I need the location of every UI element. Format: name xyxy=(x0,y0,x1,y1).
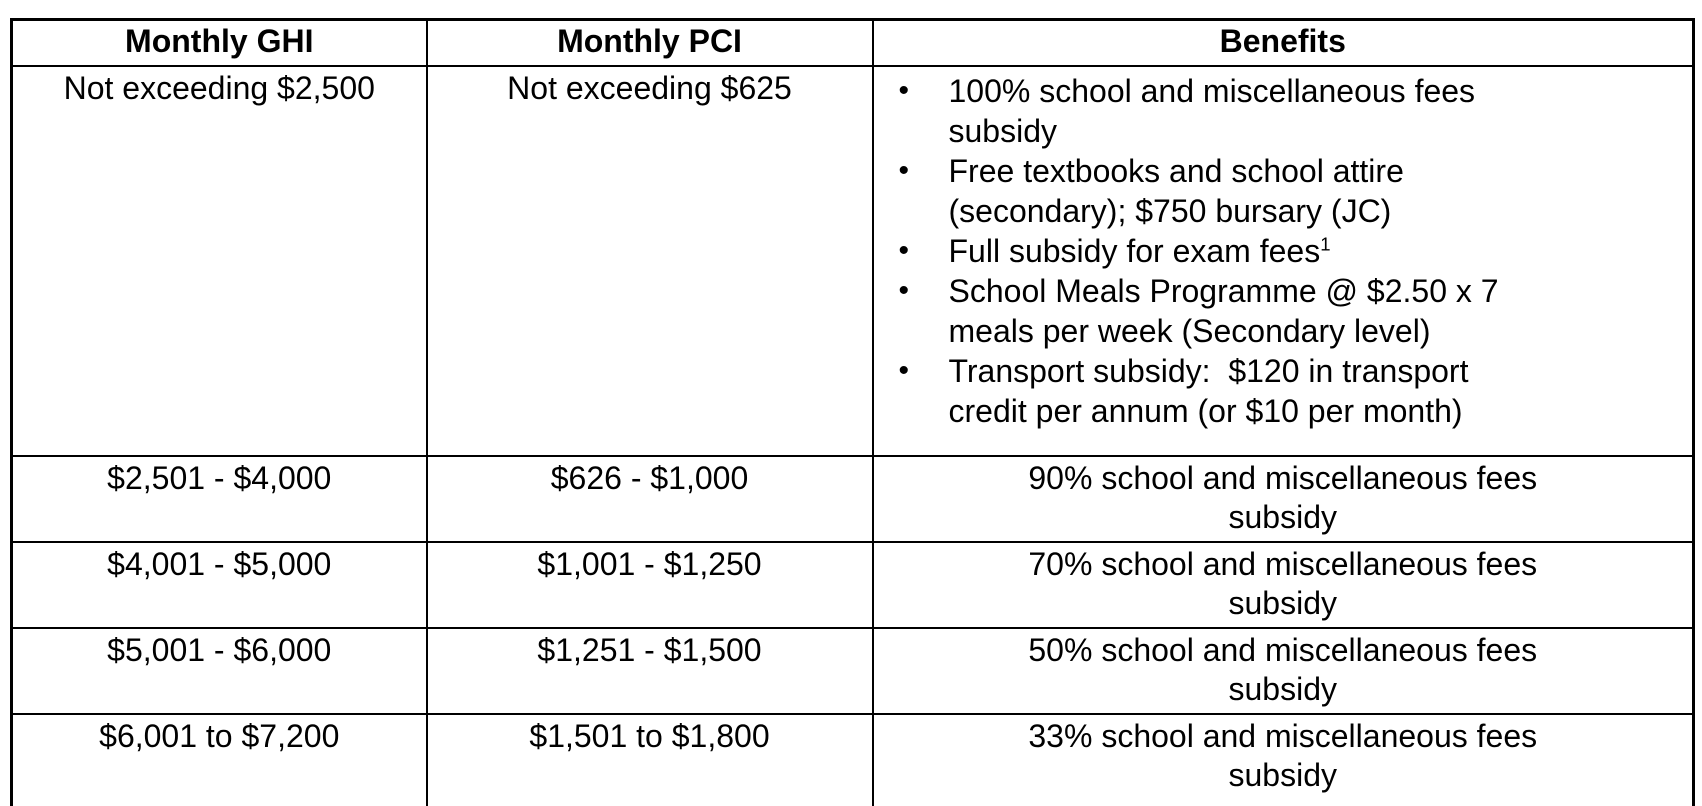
benefit-text: Transport subsidy: $120 in transport credit per annum (or $10 per month) xyxy=(948,353,1478,429)
tier3-benefits-cell xyxy=(873,542,1694,628)
header-monthly-pci: Monthly PCI xyxy=(427,20,873,67)
table-row-tier-5 xyxy=(12,714,1694,806)
tier5-ghi-cell: $6,001 to $7,200 xyxy=(12,714,427,806)
header-monthly-ghi: Monthly GHI xyxy=(12,20,427,67)
tier4-benefits-cell xyxy=(873,628,1694,714)
footnote-ref: 1 xyxy=(1320,233,1331,255)
tier3-pci-cell: $1,001 - $1,250 xyxy=(427,542,873,628)
table-row-tier-1 xyxy=(12,66,1694,456)
table-header-row xyxy=(12,20,1694,67)
table-row-tier-3 xyxy=(12,542,1694,628)
tier1-pci-cell: Not exceeding $625 xyxy=(427,66,873,456)
benefit-text-wrap xyxy=(949,271,1549,351)
benefit-text-wrap xyxy=(949,231,1331,271)
benefit-text: 33% school and miscellaneous fees subsidy xyxy=(1028,718,1538,793)
header-benefits: Benefits xyxy=(873,20,1694,67)
tier2-ghi-cell: $2,501 - $4,000 xyxy=(12,456,427,542)
tier5-pci-cell: $1,501 to $1,800 xyxy=(427,714,873,806)
bullet-icon: • xyxy=(898,354,910,387)
subsidy-table xyxy=(10,18,1695,806)
tier2-benefits-cell xyxy=(873,456,1694,542)
benefit-text: 70% school and miscellaneous fees subsidy xyxy=(1028,546,1538,621)
benefit-text: Free textbooks and school attire (secondary); $750 bursary (JC) xyxy=(948,153,1413,229)
tier2-pci-cell: $626 - $1,000 xyxy=(427,456,873,542)
bullet-icon: • xyxy=(898,74,910,107)
benefit-text: School Meals Programme @ $2.50 x 7 meals per week (Secondary level) xyxy=(948,273,1508,349)
benefits-bullet-list xyxy=(899,71,1683,431)
table-row-tier-2 xyxy=(12,456,1694,542)
table-row-tier-4 xyxy=(12,628,1694,714)
benefit-text: 90% school and miscellaneous fees subsidy xyxy=(1028,460,1538,535)
benefit-bullet-item xyxy=(899,151,1683,231)
benefit-bullet-item xyxy=(899,271,1683,351)
benefit-bullet-item xyxy=(899,231,1683,271)
benefit-bullet-item xyxy=(899,71,1683,151)
benefit-text: 50% school and miscellaneous fees subsidy xyxy=(1028,632,1538,707)
bullet-icon: • xyxy=(898,274,910,307)
benefit-bullet-item xyxy=(899,351,1683,431)
bullet-icon: • xyxy=(898,234,910,267)
benefit-text-wrap xyxy=(949,71,1549,151)
tier1-benefits-cell xyxy=(873,66,1694,456)
tier4-pci-cell: $1,251 - $1,500 xyxy=(427,628,873,714)
bullet-icon: • xyxy=(898,154,910,187)
benefit-text-wrap xyxy=(949,151,1549,231)
benefit-text-wrap xyxy=(949,351,1549,431)
tier1-ghi-cell: Not exceeding $2,500 xyxy=(12,66,427,456)
benefit-text: Full subsidy for exam fees xyxy=(948,233,1321,269)
tier5-benefits-cell xyxy=(873,714,1694,806)
benefit-text: 100% school and miscellaneous fees subsidy xyxy=(948,73,1484,149)
tier4-ghi-cell: $5,001 - $6,000 xyxy=(12,628,427,714)
tier3-ghi-cell: $4,001 - $5,000 xyxy=(12,542,427,628)
